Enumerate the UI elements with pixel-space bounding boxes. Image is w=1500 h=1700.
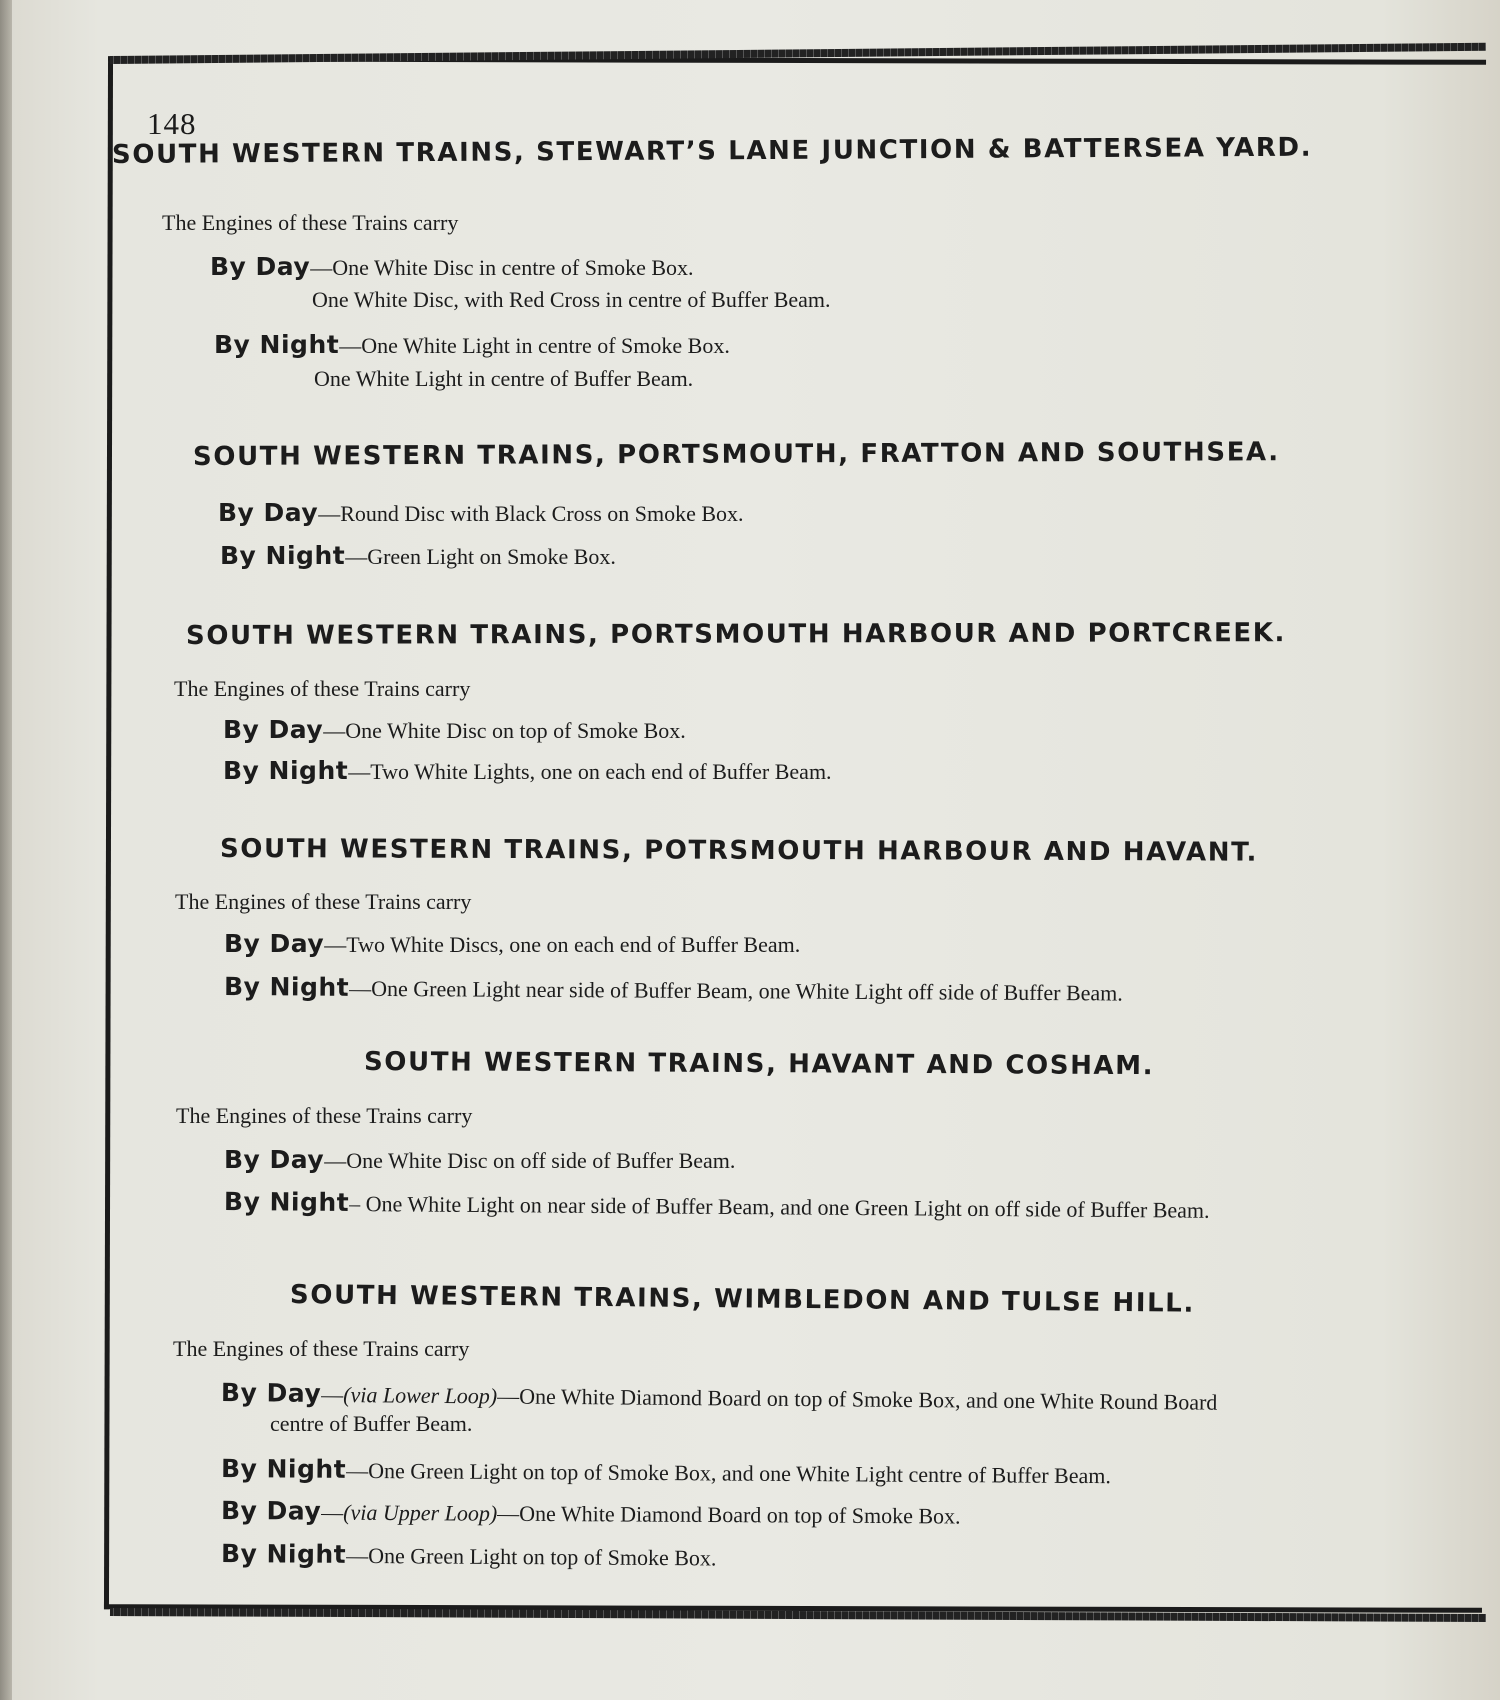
night-text: —One Green Light near side of Buffer Beam, one White Light off side of Buffer Beam.: [349, 975, 1123, 1006]
page-gutter-shadow: [0, 0, 12, 1700]
night-label: By Night: [223, 756, 349, 785]
night-signal: [223, 756, 832, 785]
day-label: By Day: [224, 929, 325, 958]
section-heading: SOUTH WESTERN TRAINS, STEWART’S LANE JUNCTION & BATTERSEA YARD.: [111, 132, 1313, 170]
day-text: —Round Disc with Black Cross on Smoke Box.: [318, 501, 744, 526]
section-intro: The Engines of these Trains carry: [176, 1103, 473, 1128]
section-heading: SOUTH WESTERN TRAINS, PORTSMOUTH HARBOUR AND PORTCREEK.: [185, 618, 1287, 651]
section-intro: The Engines of these Trains carry: [173, 1336, 470, 1361]
night-text: – One White Light on near side of Buffer Beam, and one Green Light on off side of Buffer Beam.: [349, 1190, 1210, 1223]
day-label: By Day: [218, 498, 319, 527]
section-portsmouth-portcreek: [174, 618, 1500, 785]
section-intro: The Engines of these Trains carry: [174, 676, 471, 701]
day-text: —One White Disc on off side of Buffer Beam.: [324, 1148, 736, 1173]
night-lower-loop-signal: [221, 1454, 1111, 1489]
section-intro: The Engines of these Trains carry: [175, 889, 472, 914]
section-intro: The Engines of these Trains carry: [162, 210, 459, 235]
day-text: —One White Diamond Board on top of Smoke Box.: [497, 1500, 961, 1529]
night-continuation: One White Light in centre of Buffer Beam.: [314, 366, 694, 391]
night-label: By Night: [220, 1539, 347, 1569]
night-label: By Night: [223, 972, 350, 1002]
night-label: By Night: [220, 541, 346, 570]
section-heading: SOUTH WESTERN TRAINS, POTRSMOUTH HARBOUR AND HAVANT.: [219, 834, 1259, 868]
day-signal: [218, 498, 744, 527]
night-signal: [214, 330, 730, 359]
page-number: 148: [147, 106, 197, 141]
day-text: —One White Disc on top of Smoke Box.: [323, 718, 686, 743]
day-label: By Day: [223, 715, 324, 744]
night-text: —One Green Light on top of Smoke Box.: [346, 1542, 717, 1571]
section-stewarts-lane: [111, 132, 1492, 391]
day-signal: [224, 1145, 735, 1174]
section-heading: SOUTH WESTERN TRAINS, HAVANT AND COSHAM.: [363, 1047, 1155, 1082]
day-continuation: One White Disc, with Red Cross in centre of Buffer Beam.: [312, 287, 831, 312]
section-wimbledon-tulse-hill: [173, 1280, 1500, 1571]
night-signal: [220, 541, 616, 570]
day-label: By Day: [220, 1378, 322, 1408]
night-text: —Green Light on Smoke Box.: [345, 544, 616, 569]
day-upper-loop-signal: [221, 1496, 961, 1530]
day-label: By Day: [220, 1496, 322, 1526]
day-text: —Two White Discs, one on each end of Buffer Beam.: [324, 932, 801, 957]
section-heading: SOUTH WESTERN TRAINS, WIMBLEDON AND TULSE HILL.: [289, 1280, 1196, 1319]
day-text: —One White Disc in centre of Smoke Box.: [310, 255, 694, 280]
night-label: By Night: [220, 1454, 347, 1484]
day-label: By Day: [224, 1145, 325, 1174]
route-note: (via Lower Loop): [343, 1382, 498, 1409]
day-signal: [223, 715, 686, 744]
night-signal: [224, 972, 1123, 1006]
section-havant-cosham: [176, 1047, 1500, 1223]
night-label: By Night: [223, 1187, 350, 1217]
dash: —: [321, 1381, 344, 1408]
section-heading: SOUTH WESTERN TRAINS, PORTSMOUTH, FRATTON AND SOUTHSEA.: [192, 437, 1280, 472]
section-portsmouth-fratton: [192, 437, 1500, 570]
night-text: —Two White Lights, one on each end of Buffer Beam.: [348, 759, 832, 784]
day-signal: [210, 252, 694, 281]
dash: —: [321, 1499, 344, 1525]
night-text: —One White Light in centre of Smoke Box.: [339, 333, 730, 358]
night-label: By Night: [214, 330, 340, 359]
route-note: (via Upper Loop): [343, 1499, 498, 1526]
night-text: —One Green Light on top of Smoke Box, and one White Light centre of Buffer Beam.: [346, 1457, 1111, 1489]
section-portsmouth-havant: [175, 834, 1500, 1006]
day-label: By Day: [210, 252, 311, 281]
day-lower-loop-continuation: centre of Buffer Beam.: [270, 1411, 473, 1436]
day-text: —One White Diamond Board on top of Smoke Box, and one White Round Board: [497, 1383, 1218, 1415]
day-signal: [224, 929, 800, 958]
night-upper-loop-signal: [221, 1539, 717, 1571]
